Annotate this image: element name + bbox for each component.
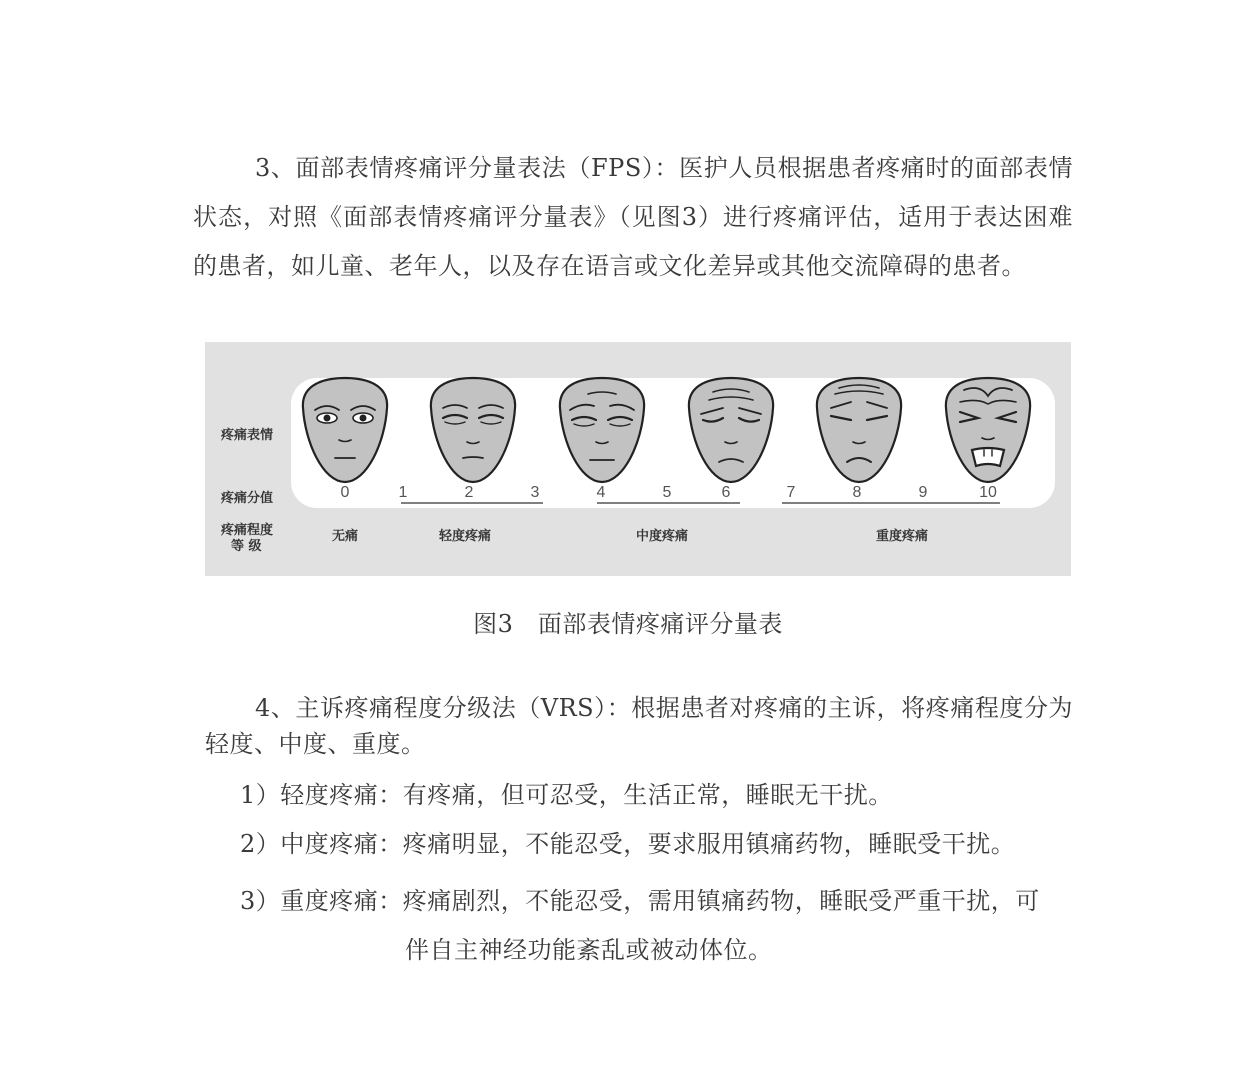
face-8-icon — [817, 378, 901, 482]
vrs-item-moderate: 2）中度疼痛：疼痛明显，不能忍受，要求服用镇痛药物，睡眠受干扰。 — [240, 830, 1016, 858]
vrs-item-severe-cont: 伴自主神经功能紊乱或被动体位。 — [405, 936, 773, 964]
vrs-item-severe: 3）重度疼痛：疼痛剧烈，不能忍受，需用镇痛药物，睡眠受严重干扰，可 — [240, 887, 1040, 915]
fps-figure — [205, 342, 1071, 576]
score-0: 0 — [340, 484, 350, 501]
face-10-icon — [946, 378, 1030, 482]
score-4: 4 — [596, 484, 606, 501]
grade-severe: 重度疼痛 — [875, 529, 929, 544]
score-3: 3 — [530, 484, 540, 501]
section4-paragraph — [205, 690, 1073, 762]
figure-caption: 图3 面部表情疼痛评分量表 — [473, 610, 783, 638]
face-0-icon — [303, 378, 387, 482]
score-5: 5 — [662, 484, 672, 501]
section4-intro: 4、主诉疼痛程度分级法（VRS）：根据患者对疼痛的主诉，将疼痛程度分为轻度、中度、重度。 — [205, 694, 1073, 758]
grade-mild: 轻度疼痛 — [438, 529, 492, 544]
score-6: 6 — [721, 484, 731, 501]
section3-text: 3、面部表情疼痛评分量表法（FPS）：医护人员根据患者疼痛时的面部表情状态，对照《面部表情疼痛评分量表》（见图3）进行疼痛评估，适用于表达困难的患者，如儿童、老年人，以及存在语言或文化差异或其他交流障碍的患者。 — [193, 154, 1073, 280]
label-grade-1: 疼痛程度 — [221, 523, 274, 538]
score-9: 9 — [918, 484, 928, 501]
section3-paragraph — [193, 144, 1073, 291]
grade-none: 无痛 — [331, 529, 359, 544]
score-2: 2 — [464, 484, 474, 501]
face-2-icon — [431, 378, 515, 482]
score-8: 8 — [852, 484, 862, 501]
grade-moderate: 中度疼痛 — [635, 529, 689, 544]
vrs-item-mild: 1）轻度疼痛：有疼痛，但可忍受，生活正常，睡眠无干扰。 — [240, 781, 893, 809]
face-6-icon — [689, 378, 773, 482]
label-grade-2: 等 级 — [231, 539, 262, 554]
label-score: 疼痛分值 — [221, 491, 274, 506]
score-7: 7 — [786, 484, 796, 501]
face-4-icon — [560, 378, 644, 482]
score-1: 1 — [398, 484, 408, 501]
score-10: 10 — [979, 484, 997, 501]
label-expression: 疼痛表情 — [221, 428, 274, 443]
